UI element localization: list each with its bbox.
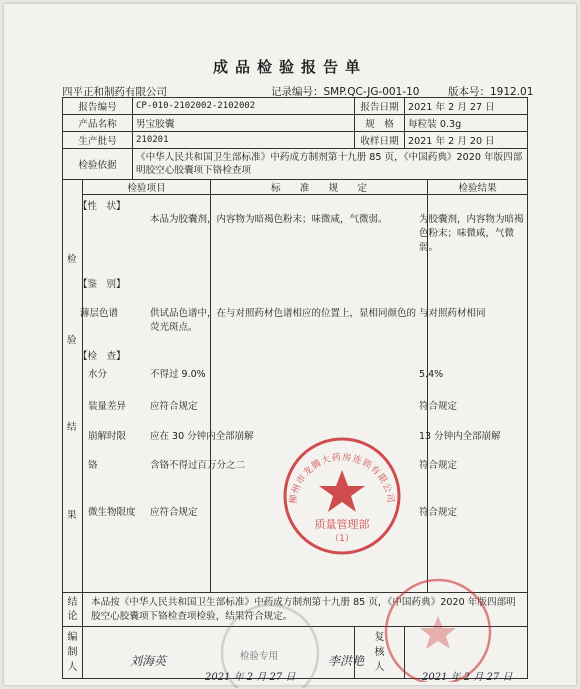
report-date-label: 报告日期 bbox=[355, 98, 405, 115]
load-result: 符合规定 bbox=[419, 401, 458, 412]
stamp-line1: 质量管理部 bbox=[314, 518, 370, 531]
report-title: 成品检验报告单 bbox=[212, 58, 367, 76]
review-date: 2021 年 2 月 27 日 bbox=[422, 672, 513, 683]
reviewer-signature: 李洪艳 bbox=[328, 654, 365, 668]
received-value: 2021 年 2 月 20 日 bbox=[405, 132, 528, 149]
tlc-standard: 供试品色谱中，在与对照药材色谱相应的位置上，显相同颜色的荧光斑点。 bbox=[150, 308, 417, 333]
section-jiancha: 【检 查】 bbox=[78, 351, 126, 362]
stamp-line2: （1） bbox=[330, 534, 354, 544]
water-standard: 不得过 9.0% bbox=[150, 369, 206, 380]
side-label-jian: 检 bbox=[67, 254, 77, 265]
inspection-stamp-text: 检验专用 bbox=[240, 651, 279, 662]
stamp-star-icon bbox=[319, 470, 365, 512]
items-column bbox=[83, 195, 211, 593]
spec-label: 规 格 bbox=[355, 115, 405, 132]
header-result: 检验结果 bbox=[428, 180, 528, 195]
company-stamp-partial bbox=[378, 572, 498, 682]
load-item: 装量差异 bbox=[88, 401, 127, 412]
side-label-guo: 果 bbox=[67, 510, 77, 521]
editor-label-c: 人 bbox=[67, 662, 78, 673]
conclusion-text: 本品按《中华人民共和国卫生部标准》中药成方制剂第十九册 85 页，《中国药典》2020 年版四部明胶空心胶囊项下铬检查项检验，结果符合规定。 bbox=[83, 593, 528, 627]
editor-label-a: 编 bbox=[67, 632, 78, 643]
tlc-item: 薄层色谱 bbox=[80, 308, 119, 319]
company-name: 四平正和制药有限公司 bbox=[62, 86, 167, 98]
editor-label bbox=[63, 627, 83, 679]
water-result: 5.4% bbox=[419, 369, 444, 380]
side-label-yan: 验 bbox=[67, 335, 77, 346]
conclusion-label-b: 论 bbox=[67, 610, 78, 622]
disint-result: 13 分钟内全部崩解 bbox=[419, 431, 501, 442]
micro-item: 微生物限度 bbox=[88, 507, 136, 518]
version-number: 版本号：1912.01 bbox=[448, 86, 534, 98]
basis-label: 检验依据 bbox=[63, 149, 133, 180]
reviewer-label-a: 复 bbox=[374, 632, 385, 643]
editor-signature: 刘海英 bbox=[130, 654, 167, 668]
stamp-outer-text: 柳州市龙腾大药房连锁有限公司 bbox=[288, 452, 396, 505]
result-side-column bbox=[63, 180, 83, 593]
cr-result: 符合规定 bbox=[419, 460, 458, 471]
reviewer-label-c: 人 bbox=[374, 662, 385, 673]
conclusion-label bbox=[63, 593, 83, 627]
micro-standard: 应符合规定 bbox=[150, 507, 198, 518]
spec-value: 每粒装 0.3g bbox=[405, 115, 528, 132]
micro-result: 符合规定 bbox=[419, 507, 458, 518]
section-jianbie: 【鉴 别】 bbox=[78, 279, 126, 290]
record-number: 记录编号：SMP.QC-JG-001-10 bbox=[271, 86, 420, 98]
section-xingzhuang: 【性 状】 bbox=[78, 201, 126, 212]
batch-label: 生产批号 bbox=[63, 132, 133, 149]
xz-result: 为胶囊剂，内容物为暗褐色粉末；味微咸，气微弱。 bbox=[419, 214, 524, 253]
header-standard: 标 准 规 定 bbox=[211, 180, 428, 195]
report-no-value: CP-010-2102002-2102002 bbox=[133, 98, 355, 115]
xz-standard: 本品为胶囊剂，内容物为暗褐色粉末；味微咸，气微弱。 bbox=[150, 214, 388, 225]
disint-item: 崩解时限 bbox=[88, 431, 127, 442]
load-standard: 应符合规定 bbox=[150, 401, 198, 412]
editor-label-b: 制 bbox=[67, 647, 78, 658]
cr-standard: 含铬不得过百万分之二 bbox=[150, 460, 246, 471]
side-label-jie: 结 bbox=[67, 422, 77, 433]
tlc-result: 与对照药材相同 bbox=[419, 308, 486, 319]
product-value: 男宝胶囊 bbox=[133, 115, 355, 132]
report-no-label: 报告编号 bbox=[63, 98, 133, 115]
reviewer-label-b: 核 bbox=[374, 647, 385, 658]
disint-standard: 应在 30 分钟内全部崩解 bbox=[150, 431, 254, 442]
basis-value: 《中华人民共和国卫生部标准》中药成方制剂第十九册 85 页，《中国药典》2020 年版四部明胶空心胶囊项下铬检查项 bbox=[133, 149, 528, 180]
batch-value: 210201 bbox=[133, 132, 355, 149]
header-item: 检验项目 bbox=[83, 180, 211, 195]
cr-item: 铬 bbox=[88, 460, 98, 471]
product-label: 产品名称 bbox=[63, 115, 133, 132]
received-label: 收样日期 bbox=[355, 132, 405, 149]
conclusion-label-a: 结 bbox=[67, 596, 78, 608]
water-item: 水分 bbox=[88, 369, 108, 380]
quality-stamp bbox=[282, 436, 402, 556]
report-date-value: 2021 年 2 月 27 日 bbox=[405, 98, 528, 115]
edit-date: 2021 年 2 月 27 日 bbox=[205, 672, 296, 683]
